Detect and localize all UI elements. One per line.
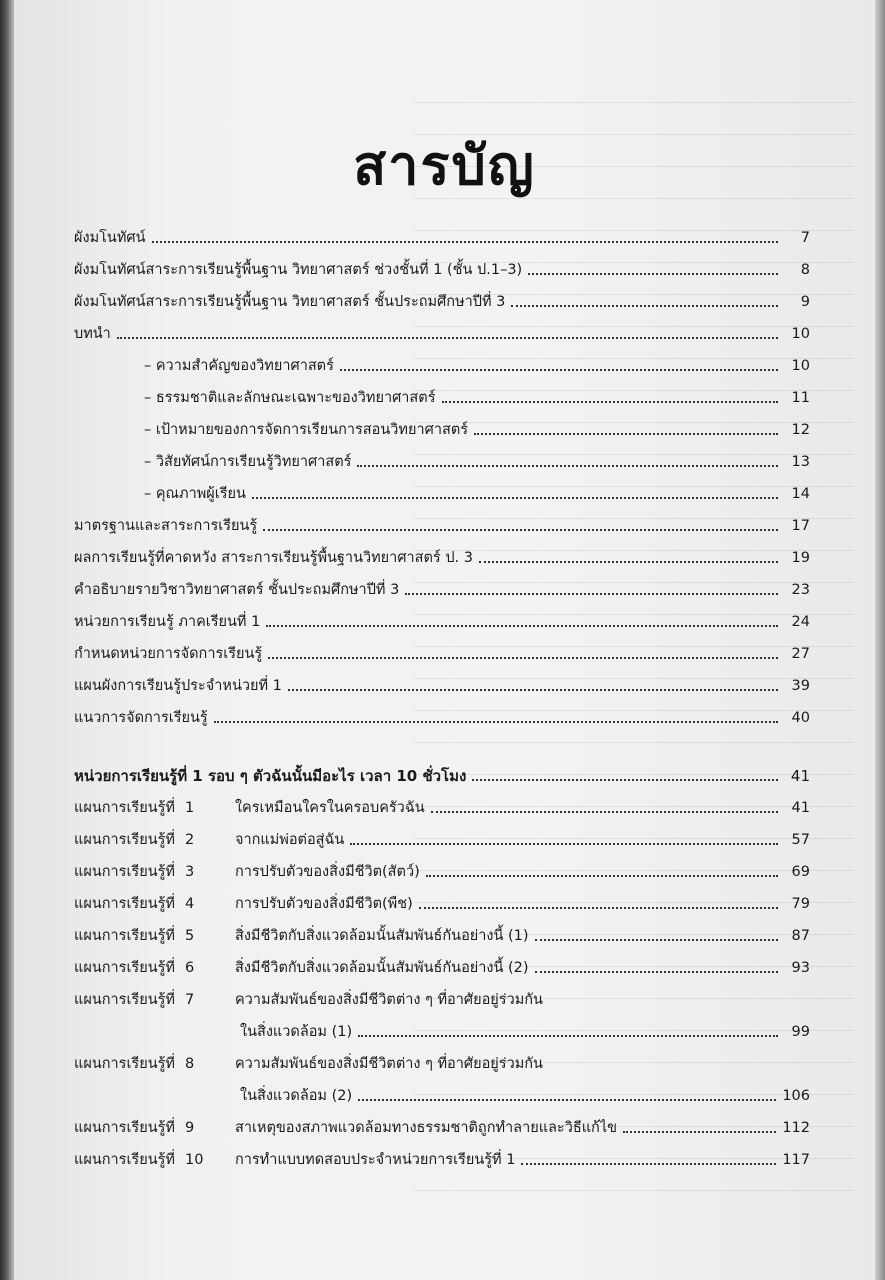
toc-entry-page: 117 <box>782 1152 810 1168</box>
toc-entry-text: ผลการเรียนรู้ที่คาดหวัง สาระการเรียนรู้พื้นฐานวิทยาศาสตร์ ป. 3 <box>74 550 473 566</box>
toc-entry-page: 39 <box>791 678 810 694</box>
toc-entry-page: 8 <box>800 262 810 278</box>
toc-entry[interactable] <box>74 220 810 248</box>
toc-entry-page: 19 <box>791 550 810 566</box>
dot-leader <box>474 433 778 435</box>
toc-entry-text: – วิสัยทัศน์การเรียนรู้วิทยาศาสตร์ <box>144 454 352 470</box>
plan-label: แผนการเรียนรู้ที่ <box>74 864 175 880</box>
toc-entry-page: 79 <box>791 896 810 912</box>
plan-label: แผนการเรียนรู้ที่ <box>74 992 175 1008</box>
toc-plan-entry[interactable] <box>74 950 810 978</box>
dot-leader <box>214 721 778 723</box>
toc-entry-page: 7 <box>800 230 810 246</box>
toc-entry-text: ผังมโนทัศน์สาระการเรียนรู้พื้นฐาน วิทยาศาสตร์ ช่วงชั้นที่ 1 (ชั้น ป.1–3) <box>74 262 523 278</box>
toc-entry-page: 41 <box>791 800 810 816</box>
toc-plan-entry[interactable] <box>74 790 810 818</box>
dot-leader <box>535 971 778 973</box>
toc-entry-page: 10 <box>791 326 810 342</box>
toc-entry-text: ผังมโนทัศน์ <box>74 230 146 246</box>
toc-plan-entry[interactable] <box>74 822 810 850</box>
toc-entry-text: แนวการจัดการเรียนรู้ <box>74 710 208 726</box>
toc-entry-text: – ธรรมชาติและลักษณะเฉพาะของวิทยาศาสตร์ <box>144 390 436 406</box>
toc-plan-continuation[interactable] <box>240 1078 810 1106</box>
toc-plan-entry[interactable] <box>74 854 810 882</box>
toc-entry-text: ในสิ่งแวดล้อม (1) <box>240 1024 353 1040</box>
dot-leader <box>535 939 778 941</box>
plan-label: แผนการเรียนรู้ที่ <box>74 1056 175 1072</box>
toc-entry-page: 57 <box>791 832 810 848</box>
toc-entry-page: 17 <box>791 518 810 534</box>
toc-entry-page: 93 <box>791 960 810 976</box>
plan-number: 2 <box>184 832 195 848</box>
plan-label: แผนการเรียนรู้ที่ <box>74 1152 175 1168</box>
plan-number: 7 <box>184 992 195 1008</box>
table-of-contents <box>14 0 875 1280</box>
toc-entry-text: การปรับตัวของสิ่งมีชีวิต(สัตว์) <box>234 864 420 880</box>
toc-entry-page: 12 <box>791 422 810 438</box>
toc-entry-text: บทนำ <box>74 326 111 342</box>
dot-leader <box>521 1163 776 1165</box>
dot-leader <box>419 907 778 909</box>
toc-plan-entry[interactable] <box>74 1046 810 1074</box>
toc-entry-page: 23 <box>791 582 810 598</box>
toc-subentry[interactable] <box>144 348 810 376</box>
plan-number: 8 <box>184 1056 195 1072</box>
dot-leader <box>340 369 778 371</box>
toc-plan-entry[interactable] <box>74 918 810 946</box>
toc-entry-page: 24 <box>791 614 810 630</box>
dot-leader <box>263 529 778 531</box>
toc-entry-text: ความสัมพันธ์ของสิ่งมีชีวิตต่าง ๆ ที่อาศัยอยู่ร่วมกัน <box>234 992 543 1008</box>
toc-entry-text: ในสิ่งแวดล้อม (2) <box>240 1088 353 1104</box>
toc-entry[interactable] <box>74 508 810 536</box>
toc-entry-text: สิ่งมีชีวิตกับสิ่งแวดล้อมนั้นสัมพันธ์กันอย่างนี้ (1) <box>234 928 529 944</box>
toc-entry[interactable] <box>74 668 810 696</box>
dot-leader <box>152 241 778 243</box>
book-spine-edge <box>0 0 14 1280</box>
toc-entry-page: 87 <box>791 928 810 944</box>
toc-entry-page: 112 <box>782 1120 810 1136</box>
toc-entry[interactable] <box>74 700 810 728</box>
toc-entry-page: 10 <box>791 358 810 374</box>
toc-plan-entry[interactable] <box>74 982 810 1010</box>
toc-subentry[interactable] <box>144 380 810 408</box>
toc-plan-entry[interactable] <box>74 1142 810 1170</box>
plan-number: 10 <box>184 1152 204 1168</box>
toc-plan-entry[interactable] <box>74 886 810 914</box>
plan-number: 3 <box>184 864 195 880</box>
plan-number: 5 <box>184 928 195 944</box>
toc-entry-text: การปรับตัวของสิ่งมีชีวิต(พืช) <box>234 896 413 912</box>
toc-entry-text: ใครเหมือนใครในครอบครัวฉัน <box>234 800 425 816</box>
dot-leader <box>528 273 778 275</box>
toc-entry[interactable] <box>74 636 810 664</box>
toc-entry-text: สาเหตุของสภาพแวดล้อมทางธรรมชาติถูกทำลายและวิธีแก้ไข <box>234 1120 618 1136</box>
toc-entry-text: แผนผังการเรียนรู้ประจำหน่วยที่ 1 <box>74 678 282 694</box>
dot-leader <box>472 779 778 781</box>
toc-entry-page: 106 <box>782 1088 810 1104</box>
toc-subentry[interactable] <box>144 444 810 472</box>
toc-entry-text: มาตรฐานและสาระการเรียนรู้ <box>74 518 258 534</box>
toc-entry[interactable] <box>74 316 810 344</box>
dot-leader <box>288 689 778 691</box>
dot-leader <box>268 657 778 659</box>
plan-number: 4 <box>184 896 195 912</box>
toc-subentry[interactable] <box>144 412 810 440</box>
toc-entry-page: 40 <box>791 710 810 726</box>
toc-entry-text: – เป้าหมายของการจัดการเรียนการสอนวิทยาศาสตร์ <box>144 422 469 438</box>
plan-label: แผนการเรียนรู้ที่ <box>74 1120 175 1136</box>
page-right-edge <box>875 0 885 1280</box>
plan-number: 9 <box>184 1120 195 1136</box>
toc-entry-text: กำหนดหน่วยการจัดการเรียนรู้ <box>74 646 263 662</box>
toc-entry-page: 99 <box>791 1024 810 1040</box>
toc-entry-text: – คุณภาพผู้เรียน <box>144 486 246 502</box>
plan-label: แผนการเรียนรู้ที่ <box>74 928 175 944</box>
toc-entry-page: 9 <box>800 294 810 310</box>
dot-leader <box>266 625 778 627</box>
dot-leader <box>252 497 778 499</box>
plan-number: 6 <box>184 960 195 976</box>
plan-label: แผนการเรียนรู้ที่ <box>74 960 175 976</box>
plan-label: แผนการเรียนรู้ที่ <box>74 896 175 912</box>
dot-leader <box>623 1131 776 1133</box>
toc-entry-text: – ความสำคัญของวิทยาศาสตร์ <box>144 358 334 374</box>
dot-leader <box>479 561 778 563</box>
toc-entry-page: 13 <box>791 454 810 470</box>
toc-entry-page: 11 <box>791 390 810 406</box>
toc-entry-text: จากแม่พ่อต่อสู่ฉัน <box>234 832 345 848</box>
toc-unit-heading[interactable] <box>74 758 810 786</box>
dot-leader <box>357 465 778 467</box>
dot-leader <box>358 1035 778 1037</box>
toc-entry[interactable] <box>74 540 810 568</box>
toc-entry[interactable] <box>74 572 810 600</box>
toc-plan-continuation[interactable] <box>240 1014 810 1042</box>
toc-entry-page: 41 <box>790 767 810 785</box>
toc-entry-text: การทำแบบทดสอบประจำหน่วยการเรียนรู้ที่ 1 <box>234 1152 516 1168</box>
toc-entry[interactable] <box>74 284 810 312</box>
dot-leader <box>405 593 778 595</box>
plan-label: แผนการเรียนรู้ที่ <box>74 832 175 848</box>
toc-entry-text: หน่วยการเรียนรู้ ภาคเรียนที่ 1 <box>74 614 261 630</box>
toc-plan-entry[interactable] <box>74 1110 810 1138</box>
toc-entry-page: 14 <box>791 486 810 502</box>
toc-entry-text: ความสัมพันธ์ของสิ่งมีชีวิตต่าง ๆ ที่อาศัยอยู่ร่วมกัน <box>234 1056 543 1072</box>
toc-entry-page: 69 <box>791 864 810 880</box>
toc-subentry[interactable] <box>144 476 810 504</box>
toc-entry-text: คำอธิบายรายวิชาวิทยาศาสตร์ ชั้นประถมศึกษาปีที่ 3 <box>74 582 400 598</box>
toc-entry[interactable] <box>74 604 810 632</box>
page-title: สารบัญ <box>353 134 536 197</box>
dot-leader <box>511 305 778 307</box>
dot-leader <box>117 337 778 339</box>
dot-leader <box>442 401 779 403</box>
toc-entry-text: ผังมโนทัศน์สาระการเรียนรู้พื้นฐาน วิทยาศาสตร์ ชั้นประถมศึกษาปีที่ 3 <box>74 294 506 310</box>
toc-entry[interactable] <box>74 252 810 280</box>
plan-label: แผนการเรียนรู้ที่ <box>74 800 175 816</box>
dot-leader <box>358 1099 776 1101</box>
toc-entry-page: 27 <box>791 646 810 662</box>
document-page <box>14 0 875 1280</box>
toc-entry-text: สิ่งมีชีวิตกับสิ่งแวดล้อมนั้นสัมพันธ์กันอย่างนี้ (2) <box>234 960 529 976</box>
toc-entry-text: หน่วยการเรียนรู้ที่ 1 รอบ ๆ ตัวฉันนั้นมีอะไร เวลา 10 ชั่วโมง <box>74 767 467 785</box>
dot-leader <box>350 843 778 845</box>
dot-leader <box>426 875 778 877</box>
dot-leader <box>431 811 778 813</box>
plan-number: 1 <box>184 800 195 816</box>
